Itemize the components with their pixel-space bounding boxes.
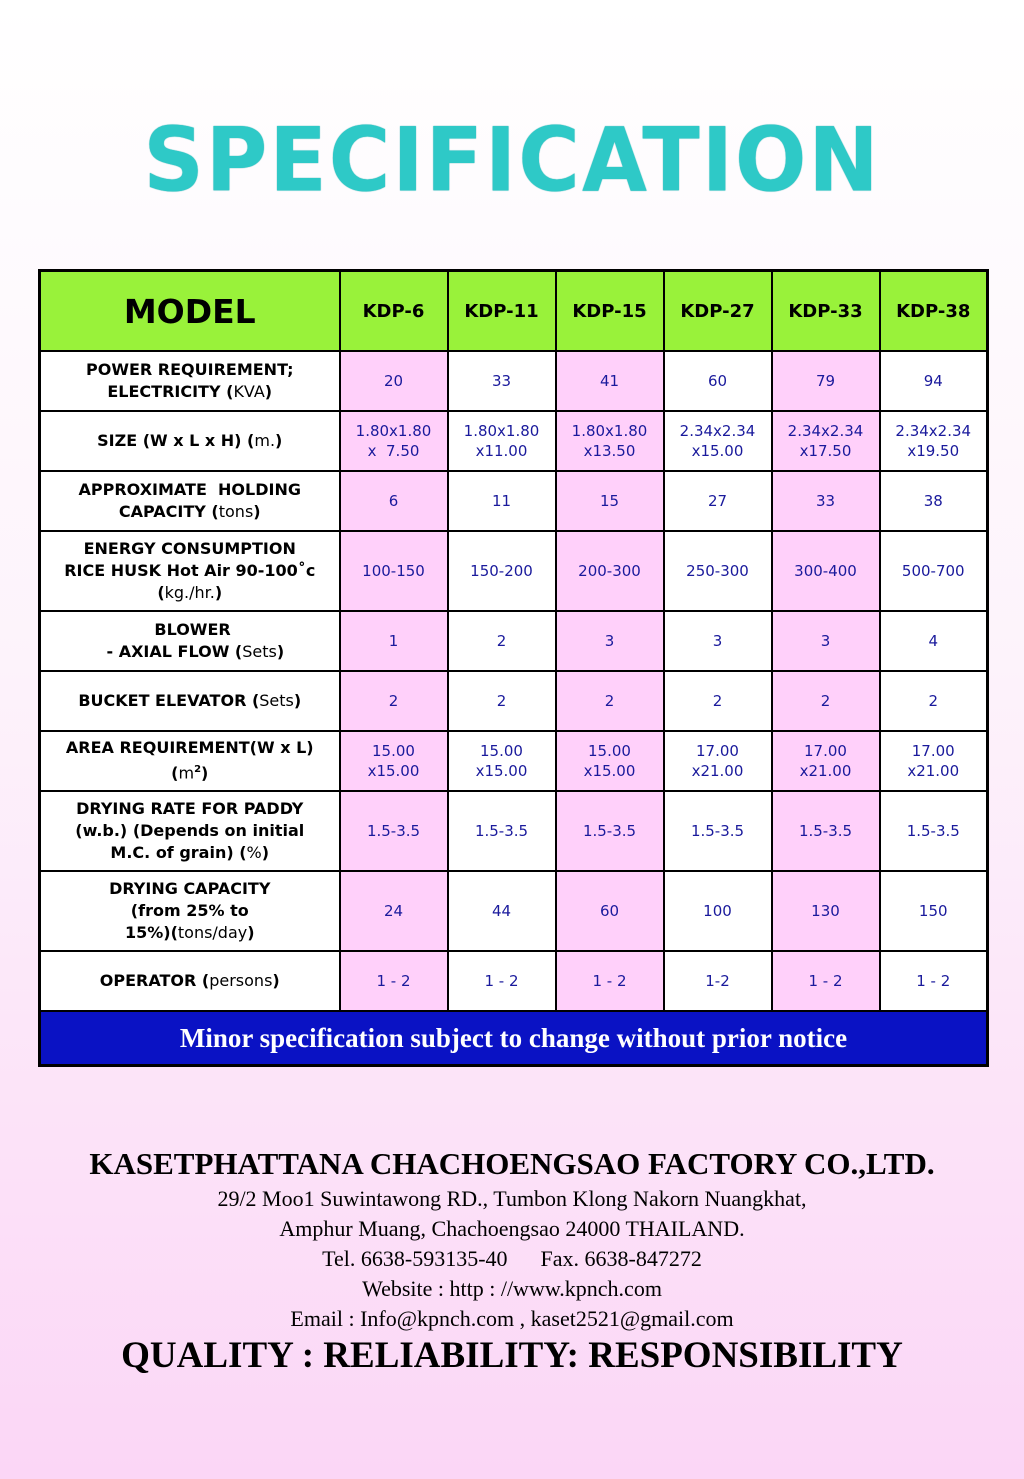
table-cell: 1 [340, 611, 448, 671]
table-row [40, 671, 988, 731]
table-cell: 1.5-3.5 [340, 791, 448, 871]
cell-line: x21.00 [691, 762, 744, 780]
table-cell: 11 [448, 471, 556, 531]
table-row [40, 871, 988, 951]
cell-line: 15.00 [588, 742, 631, 760]
table-cell: 100-150 [340, 531, 448, 611]
table-row [40, 471, 988, 531]
table-cell [772, 411, 880, 471]
table-header-row [40, 271, 988, 352]
table-cell [664, 731, 772, 791]
row-label-close: ) [253, 502, 261, 521]
row-label-text: DRYING RATE FOR PADDY [76, 799, 304, 818]
row-unit: Sets [259, 691, 294, 710]
row-label [40, 351, 340, 411]
table-row [40, 951, 988, 1011]
table-cell: 6 [340, 471, 448, 531]
row-label [40, 531, 340, 611]
row-label-text: SIZE (W x L x H) ( [97, 431, 255, 450]
table-row [40, 531, 988, 611]
table-cell [340, 731, 448, 791]
cell-line: x11.00 [475, 442, 528, 460]
unit-superscript: 2 [194, 764, 202, 776]
row-label-text: ( [171, 763, 179, 783]
row-label-text: CAPACITY ( [118, 502, 219, 521]
table-cell: 1 - 2 [880, 951, 988, 1011]
row-label-text: BUCKET ELEVATOR ( [78, 691, 260, 710]
row-label-text: POWER REQUIREMENT; [85, 360, 294, 379]
table-cell: 41 [556, 351, 664, 411]
cell-line: 1.80x1.80 [355, 422, 432, 440]
row-label [40, 671, 340, 731]
table-cell: 150-200 [448, 531, 556, 611]
table-cell: 2 [772, 671, 880, 731]
table-cell: 2 [448, 611, 556, 671]
table-cell [880, 731, 988, 791]
row-label-close: ) [247, 923, 255, 942]
row-label-close: ) [201, 763, 209, 783]
row-label-close: ) [276, 642, 285, 661]
table-cell: 24 [340, 871, 448, 951]
table-cell: 2 [448, 671, 556, 731]
cell-line: x17.50 [799, 442, 852, 460]
notice-row [40, 1011, 988, 1066]
model-column-header: KDP-33 [772, 271, 880, 352]
table-cell: 20 [340, 351, 448, 411]
email-line: Email : Info@kpnch.com , kaset2521@gmail.com [290, 1306, 734, 1331]
table-cell: 4 [880, 611, 988, 671]
row-label-text: BLOWER [148, 620, 231, 639]
table-cell: 94 [880, 351, 988, 411]
page-title: SPECIFICATION [143, 108, 881, 212]
table-cell [880, 411, 988, 471]
row-label-text: (w.b.) (Depends on initial [75, 821, 305, 840]
cell-line: 17.00 [696, 742, 739, 760]
table-row [40, 351, 988, 411]
table-cell [340, 411, 448, 471]
table-row [40, 791, 988, 871]
table-cell: 1.5-3.5 [556, 791, 664, 871]
table-cell: 1.5-3.5 [664, 791, 772, 871]
row-label-text: APPROXIMATE HOLDING [78, 480, 301, 499]
notice-text: Minor specification subject to change without prior notice [40, 1011, 988, 1066]
cell-line: x21.00 [907, 762, 960, 780]
row-label-text: RICE HUSK Hot Air 90-100˚c [64, 561, 316, 580]
table-cell: 130 [772, 871, 880, 951]
row-label-text: ENERGY CONSUMPTION [83, 539, 296, 558]
row-unit: m. [254, 431, 276, 450]
row-label-text: ELECTRICITY ( [107, 382, 234, 401]
row-label [40, 731, 340, 791]
contact-line: Tel. 6638-593135-40 Fax. 6638-847272 [322, 1246, 702, 1271]
cell-line: x 7.50 [367, 442, 420, 460]
table-cell: 1 - 2 [340, 951, 448, 1011]
cell-line: 15.00 [480, 742, 523, 760]
model-column-header: KDP-38 [880, 271, 988, 352]
table-cell: 3 [556, 611, 664, 671]
row-label-text: 15%)( [124, 923, 178, 942]
cell-line: x15.00 [367, 762, 420, 780]
table-cell: 44 [448, 871, 556, 951]
table-cell: 100 [664, 871, 772, 951]
model-column-header: KDP-15 [556, 271, 664, 352]
row-unit: tons/day [177, 923, 248, 942]
row-label-close: ) [214, 583, 223, 602]
table-cell: 500-700 [880, 531, 988, 611]
table-cell: 79 [772, 351, 880, 411]
model-column-header: KDP-11 [448, 271, 556, 352]
table-cell: 38 [880, 471, 988, 531]
table-cell: 1 - 2 [448, 951, 556, 1011]
table-cell: 1-2 [664, 951, 772, 1011]
model-column-header: KDP-6 [340, 271, 448, 352]
table-cell: 27 [664, 471, 772, 531]
table-cell [448, 731, 556, 791]
table-cell: 1 - 2 [772, 951, 880, 1011]
row-label-text: OPERATOR ( [99, 971, 210, 990]
table-cell: 60 [664, 351, 772, 411]
row-label-text: - AXIAL FLOW ( [95, 642, 243, 661]
row-label-close: ) [264, 382, 273, 401]
row-label-text: (from 25% to [130, 901, 249, 920]
table-cell: 2 [340, 671, 448, 731]
table-cell: 60 [556, 871, 664, 951]
table-cell: 300-400 [772, 531, 880, 611]
cell-line: x19.50 [907, 442, 960, 460]
table-cell: 33 [448, 351, 556, 411]
table-cell: 1.5-3.5 [880, 791, 988, 871]
table-cell: 3 [664, 611, 772, 671]
row-label [40, 871, 340, 951]
table-cell: 200-300 [556, 531, 664, 611]
cell-line: 17.00 [911, 742, 955, 760]
table-cell [664, 411, 772, 471]
row-label-close: ) [272, 971, 280, 990]
cell-line: 2.34x2.34 [895, 422, 972, 440]
table-cell: 3 [772, 611, 880, 671]
cell-line: 2.34x2.34 [679, 422, 756, 440]
row-label [40, 411, 340, 471]
row-label-close: ) [293, 691, 302, 710]
cell-line: 1.80x1.80 [463, 422, 540, 440]
row-unit: KVA [233, 382, 265, 401]
company-motto: QUALITY : RELIABILITY: RESPONSIBILITY [121, 1335, 903, 1376]
model-column-header: KDP-27 [664, 271, 772, 352]
row-unit: tons [218, 502, 254, 521]
row-label [40, 951, 340, 1011]
cell-line: 2.34x2.34 [787, 422, 864, 440]
cell-line: x21.00 [799, 762, 852, 780]
row-label [40, 791, 340, 871]
row-label-text: ( [157, 583, 165, 602]
row-label-close: ) [261, 843, 270, 862]
table-cell [448, 411, 556, 471]
cell-line: x15.00 [583, 762, 636, 780]
website-line: Website : http : //www.kpnch.com [362, 1276, 662, 1301]
address-line-1: 29/2 Moo1 Suwintawong RD., Tumbon Klong Nakorn Nuangkhat, [217, 1186, 807, 1211]
table-cell: 150 [880, 871, 988, 951]
specification-table [38, 269, 989, 1067]
row-label-close: ) [275, 431, 283, 450]
table-cell: 2 [556, 671, 664, 731]
table-cell [556, 731, 664, 791]
table-cell: 33 [772, 471, 880, 531]
cell-line: 17.00 [804, 742, 847, 760]
cell-line: 1.80x1.80 [571, 422, 648, 440]
table-cell: 15 [556, 471, 664, 531]
table-cell: 1.5-3.5 [448, 791, 556, 871]
row-label-text: M.C. of grain) ( [110, 843, 247, 862]
table-cell [556, 411, 664, 471]
row-unit: persons [209, 971, 273, 990]
table-cell: 1.5-3.5 [772, 791, 880, 871]
row-unit: m [178, 763, 195, 783]
table-row [40, 611, 988, 671]
address-line-2: Amphur Muang, Chachoengsao 24000 THAILAND. [279, 1216, 745, 1241]
table-cell: 2 [880, 671, 988, 731]
table-cell: 1 - 2 [556, 951, 664, 1011]
row-label [40, 471, 340, 531]
table-row [40, 731, 988, 791]
row-label-text: AREA REQUIREMENT(W x L) [65, 738, 314, 758]
table-cell: 250-300 [664, 531, 772, 611]
cell-line: x15.00 [691, 442, 744, 460]
model-header: MODEL [40, 271, 340, 352]
table-cell: 2 [664, 671, 772, 731]
cell-line: x15.00 [475, 762, 528, 780]
cell-line: x13.50 [583, 442, 636, 460]
cell-line: 15.00 [372, 742, 415, 760]
company-name: KASETPHATTANA CHACHOENGSAO FACTORY CO.,LTD. [89, 1146, 935, 1181]
row-label-text: DRYING CAPACITY [109, 879, 271, 898]
table-row [40, 411, 988, 471]
row-unit: Sets [242, 642, 277, 661]
row-label [40, 611, 340, 671]
row-unit: kg./hr. [164, 583, 215, 602]
row-unit: % [246, 843, 262, 862]
table-cell [772, 731, 880, 791]
